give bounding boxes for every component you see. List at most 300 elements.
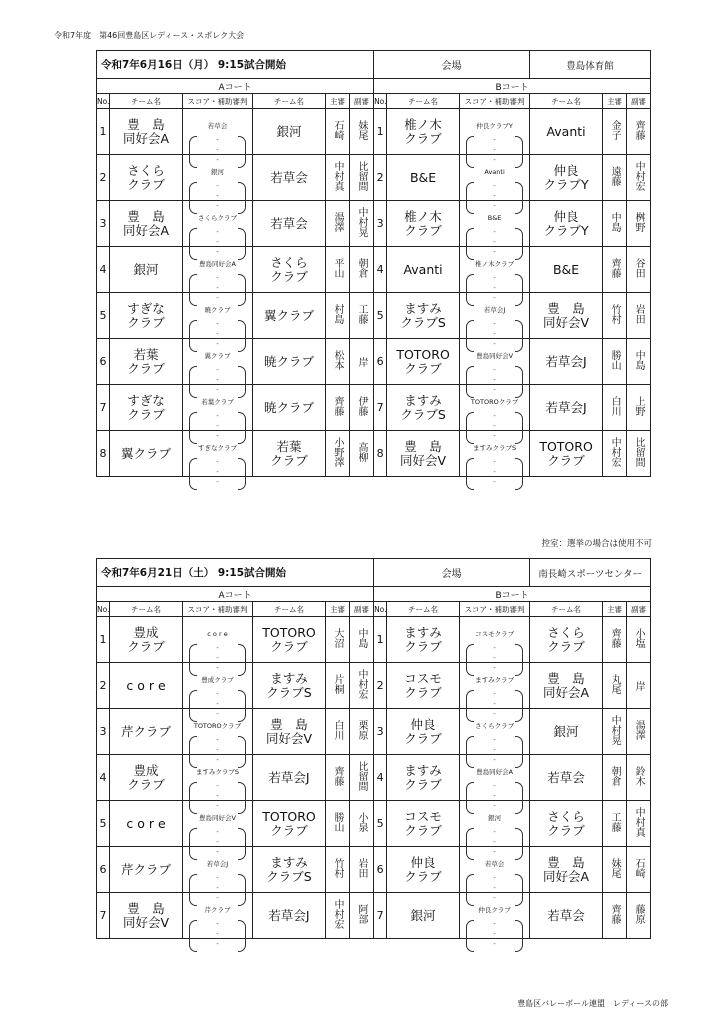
- score-dash: -: [216, 237, 219, 246]
- score-cell[interactable]: [183, 709, 253, 764]
- assistant-referee: さくらクラブ: [475, 721, 515, 730]
- chief-umpire-cell: [603, 847, 627, 893]
- chief-umpire-cell: [603, 339, 627, 385]
- match-row: [97, 801, 651, 847]
- vice-umpire-cell: [627, 293, 651, 339]
- team-name: さくら クラブ: [253, 247, 326, 293]
- match-number: 5: [97, 801, 110, 847]
- chief-umpire-cell: [326, 847, 350, 893]
- vice-umpire-cell: [627, 847, 651, 893]
- match-number: 6: [374, 339, 387, 385]
- score-dash: -: [216, 873, 219, 882]
- team-name: さくら クラブ: [530, 801, 603, 847]
- score-cell[interactable]: [460, 247, 530, 302]
- chief-umpire-cell: [603, 247, 627, 293]
- match-number: 5: [374, 801, 387, 847]
- match-row: [97, 109, 651, 155]
- score-cell[interactable]: [183, 247, 253, 302]
- score-dash: -: [216, 385, 219, 394]
- score-dash: -: [216, 689, 219, 698]
- assistant-referee: 暁クラブ: [204, 305, 231, 314]
- score-dash: -: [493, 781, 496, 790]
- score-dash: -: [493, 801, 496, 810]
- score-cell[interactable]: [183, 617, 253, 672]
- score-dash: -: [493, 709, 496, 718]
- score-dash: -: [216, 477, 219, 486]
- chief-umpire: 遠藤: [609, 165, 621, 186]
- chief-umpire: 齊藤: [332, 765, 343, 786]
- score-dashes: [460, 919, 529, 949]
- match-number: 7: [97, 385, 110, 431]
- vice-umpire-cell: [627, 893, 651, 939]
- chief-umpire: 白川: [332, 719, 343, 740]
- team-name: 暁クラブ: [253, 339, 326, 385]
- col-vice-a: 副審: [350, 602, 374, 617]
- match-row: [97, 663, 651, 709]
- team-name: 豊 島 同好会V: [387, 431, 460, 477]
- chief-umpire: 勝山: [332, 811, 343, 832]
- vice-umpire-cell: [627, 755, 651, 801]
- vice-umpire: 阿部: [356, 903, 368, 924]
- venue-label: 会場: [374, 559, 530, 587]
- match-number: 5: [374, 293, 387, 339]
- team-name: 仲良 クラブ: [387, 847, 460, 893]
- chief-umpire-cell: [603, 755, 627, 801]
- vice-umpire: 中村晃: [356, 206, 368, 237]
- assistant-referee: 仲良クラブY: [476, 121, 513, 130]
- vice-umpire-cell: [350, 617, 374, 663]
- vice-umpire: 中村宏: [633, 160, 645, 191]
- team-name: 椎ノ木 クラブ: [387, 201, 460, 247]
- assistant-referee: 若草会: [484, 859, 505, 868]
- score-dash: -: [216, 201, 219, 210]
- team-name: ますみ クラブS: [253, 663, 326, 709]
- vice-umpire-cell: [350, 201, 374, 247]
- team-name: 若草会J: [253, 893, 326, 939]
- assistant-referee: TOTOROクラブ: [193, 721, 242, 730]
- score-dash: -: [493, 155, 496, 164]
- team-name: 若草会: [530, 755, 603, 801]
- assistant-referee: ますみクラブ: [475, 675, 515, 684]
- score-dash: -: [493, 283, 496, 292]
- score-cell[interactable]: [460, 385, 530, 440]
- col-no-b: No.: [374, 94, 387, 109]
- score-cell[interactable]: [460, 339, 530, 394]
- vice-umpire: 湯澤: [633, 719, 645, 740]
- chief-umpire-cell: [326, 893, 350, 939]
- team-name: ますみ クラブ: [387, 755, 460, 801]
- match-number: 3: [97, 201, 110, 247]
- vice-umpire: 伊藤: [356, 395, 368, 416]
- score-dash: -: [216, 135, 219, 144]
- team-name: 若草会: [253, 201, 326, 247]
- score-dashes: [183, 457, 252, 487]
- team-name: 芹クラブ: [110, 709, 183, 755]
- chief-umpire: 片桐: [332, 673, 343, 694]
- score-dash: -: [216, 457, 219, 466]
- score-dash: -: [216, 227, 219, 236]
- chief-umpire-cell: [326, 663, 350, 709]
- score-dash: -: [493, 929, 496, 938]
- score-dash: -: [216, 329, 219, 338]
- match-row: [97, 893, 651, 939]
- match-number: 1: [374, 109, 387, 155]
- score-dash: -: [493, 135, 496, 144]
- assistant-referee: コスモクラブ: [475, 629, 515, 638]
- chief-umpire-cell: [603, 709, 627, 755]
- chief-umpire: 中村真: [332, 160, 343, 191]
- court-row: [97, 587, 651, 602]
- col-chief-a: 主審: [326, 602, 350, 617]
- score-cell[interactable]: [183, 385, 253, 440]
- score-dash: -: [493, 273, 496, 282]
- score-dash: -: [493, 181, 496, 190]
- match-number: 5: [97, 293, 110, 339]
- score-dash: -: [216, 181, 219, 190]
- score-cell[interactable]: [183, 109, 253, 164]
- team-name: c o r e: [110, 801, 183, 847]
- col-team2-a: チーム名: [253, 94, 326, 109]
- score-cell[interactable]: [183, 293, 253, 348]
- team-name: 豊 島 同好会V: [253, 709, 326, 755]
- chief-umpire-cell: [603, 431, 627, 477]
- score-dash: -: [493, 477, 496, 486]
- date-title: 令和7年6月16日（月） 9:15試合開始: [97, 51, 374, 79]
- match-row: [97, 339, 651, 385]
- vice-umpire-cell: [350, 801, 374, 847]
- score-dash: -: [493, 319, 496, 328]
- vice-umpire-cell: [627, 617, 651, 663]
- chief-umpire: 平山: [332, 257, 343, 278]
- vice-umpire: 齊藤: [633, 119, 645, 140]
- vice-umpire: 高柳: [356, 441, 368, 462]
- vice-umpire-cell: [627, 385, 651, 431]
- team-name: 豊 島 同好会V: [110, 893, 183, 939]
- chief-umpire: 齊藤: [609, 627, 621, 648]
- team-name: ますみ クラブS: [387, 385, 460, 431]
- team-name: 若草会J: [530, 339, 603, 385]
- score-cell[interactable]: [183, 755, 253, 810]
- match-row: [97, 155, 651, 201]
- score-dash: -: [216, 837, 219, 846]
- assistant-referee: すぎなクラブ: [198, 443, 237, 452]
- assistant-referee: TOTOROクラブ: [470, 397, 519, 406]
- vice-umpire-cell: [350, 109, 374, 155]
- score-cell[interactable]: [460, 155, 530, 210]
- col-vice-a: 副審: [350, 94, 374, 109]
- team-name: Avanti: [530, 109, 603, 155]
- vice-umpire-cell: [350, 893, 374, 939]
- waiting-room-note: 控室：選挙の場合は使用不可: [541, 539, 652, 549]
- team-name: 仲良 クラブ: [387, 709, 460, 755]
- team-name: 豊 島 同好会A: [110, 109, 183, 155]
- assistant-referee: 銀河: [488, 813, 502, 822]
- score-cell[interactable]: [183, 801, 253, 856]
- match-number: 4: [97, 755, 110, 801]
- vice-umpire-cell: [627, 155, 651, 201]
- column-header-row: [97, 94, 651, 109]
- score-dash: -: [493, 329, 496, 338]
- chief-umpire: 白川: [609, 395, 621, 416]
- team-name: 若葉 クラブ: [253, 431, 326, 477]
- team-name: 芹クラブ: [110, 847, 183, 893]
- chief-umpire: 工藤: [609, 811, 621, 832]
- chief-umpire: 大沼: [332, 627, 343, 648]
- chief-umpire-cell: [603, 109, 627, 155]
- match-row: [97, 755, 651, 801]
- chief-umpire: 中村晃: [609, 714, 621, 745]
- team-name: 銀河: [253, 109, 326, 155]
- chief-umpire: 勝山: [609, 349, 621, 370]
- vice-umpire: 上野: [633, 395, 645, 416]
- col-chief-b: 主審: [603, 94, 627, 109]
- score-dash: -: [493, 827, 496, 836]
- col-team1-b: チーム名: [387, 602, 460, 617]
- score-cell[interactable]: [460, 109, 530, 164]
- score-dash: -: [493, 663, 496, 672]
- score-dash: -: [216, 699, 219, 708]
- team-name: B&E: [530, 247, 603, 293]
- score-dash: -: [216, 283, 219, 292]
- score-dash: -: [216, 801, 219, 810]
- team-name: 仲良 クラブY: [530, 201, 603, 247]
- score-dash: -: [216, 893, 219, 902]
- score-dash: -: [216, 663, 219, 672]
- match-number: 3: [374, 201, 387, 247]
- match-number: 1: [374, 617, 387, 663]
- chief-umpire-cell: [326, 431, 350, 477]
- chief-umpire-cell: [603, 801, 627, 847]
- team-name: TOTORO クラブ: [253, 617, 326, 663]
- score-dash: -: [216, 375, 219, 384]
- score-cell[interactable]: [460, 293, 530, 348]
- match-number: 6: [97, 339, 110, 385]
- vice-umpire: 岸: [633, 681, 645, 691]
- assistant-referee: ますみクラブS: [195, 767, 240, 776]
- match-row: [97, 247, 651, 293]
- col-team1-b: チーム名: [387, 94, 460, 109]
- match-number: 2: [374, 663, 387, 709]
- vice-umpire-cell: [350, 663, 374, 709]
- score-dash: -: [493, 411, 496, 420]
- score-dash: -: [493, 247, 496, 256]
- score-dash: -: [493, 467, 496, 476]
- vice-umpire: 栗原: [356, 719, 368, 740]
- match-row: [97, 847, 651, 893]
- score-dash: -: [493, 755, 496, 764]
- chief-umpire-cell: [326, 109, 350, 155]
- assistant-referee: Avanti: [484, 167, 505, 176]
- score-dash: -: [493, 421, 496, 430]
- assistant-referee: ますみクラブS: [472, 443, 517, 452]
- score-dash: -: [493, 939, 496, 948]
- score-cell[interactable]: [183, 663, 253, 718]
- match-row: [97, 201, 651, 247]
- match-row: [97, 293, 651, 339]
- match-number: 4: [97, 247, 110, 293]
- chief-umpire: 竹村: [332, 857, 343, 878]
- score-cell[interactable]: [183, 339, 253, 394]
- score-dash: -: [493, 735, 496, 744]
- score-cell[interactable]: [460, 617, 530, 672]
- score-dash: -: [216, 919, 219, 928]
- score-dash: -: [216, 191, 219, 200]
- score-cell[interactable]: [460, 801, 530, 856]
- match-number: 2: [97, 155, 110, 201]
- match-number: 8: [97, 431, 110, 477]
- match-row: [97, 431, 651, 477]
- assistant-referee: c o r e: [207, 629, 228, 638]
- col-team2-b: チーム名: [530, 94, 603, 109]
- score-cell[interactable]: [460, 847, 530, 902]
- match-row: [97, 709, 651, 755]
- vice-umpire: 小泉: [356, 811, 368, 832]
- team-name: 豊 島 同好会V: [530, 293, 603, 339]
- score-dash: -: [216, 939, 219, 948]
- chief-umpire-cell: [326, 617, 350, 663]
- match-number: 7: [97, 893, 110, 939]
- col-no-a: No.: [97, 94, 110, 109]
- score-dash: -: [216, 421, 219, 430]
- chief-umpire-cell: [603, 385, 627, 431]
- team-name: 椎ノ木 クラブ: [387, 109, 460, 155]
- score-cell[interactable]: [183, 201, 253, 256]
- score-dash: -: [493, 791, 496, 800]
- schedule-table-day2: [96, 558, 651, 948]
- assistant-referee: 若葉クラブ: [201, 397, 234, 406]
- chief-umpire: 村島: [332, 303, 343, 324]
- vice-umpire: 岸: [356, 357, 368, 367]
- chief-umpire-cell: [326, 155, 350, 201]
- col-no-b: No.: [374, 602, 387, 617]
- vice-umpire: 工藤: [356, 303, 368, 324]
- schedule-table-day1: [96, 50, 651, 486]
- team-name: 翼クラブ: [110, 431, 183, 477]
- document-footer: 豊島区バレーボール連盟 レディースの部: [517, 999, 668, 1008]
- score-cell[interactable]: [460, 893, 530, 948]
- vice-umpire-cell: [350, 431, 374, 477]
- vice-umpire-cell: [350, 155, 374, 201]
- vice-umpire-cell: [627, 109, 651, 155]
- chief-umpire-cell: [326, 385, 350, 431]
- team-name: 銀河: [110, 247, 183, 293]
- score-cell[interactable]: [183, 847, 253, 902]
- score-cell[interactable]: [183, 893, 253, 948]
- match-number: 8: [374, 431, 387, 477]
- col-vice-b: 副審: [627, 94, 651, 109]
- team-name: 若草会: [253, 155, 326, 201]
- vice-umpire-cell: [350, 247, 374, 293]
- team-name: 豊 島 同好会A: [530, 847, 603, 893]
- score-dash: -: [493, 689, 496, 698]
- chief-umpire: 朝倉: [609, 765, 621, 786]
- team-name: 豊成 クラブ: [110, 617, 183, 663]
- team-name: 豊 島 同好会A: [110, 201, 183, 247]
- score-dash: -: [493, 893, 496, 902]
- vice-umpire: 比留間: [356, 160, 368, 191]
- score-dash: -: [493, 745, 496, 754]
- team-name: 若葉 クラブ: [110, 339, 183, 385]
- court-b-label: Bコート: [374, 79, 651, 94]
- team-name: 仲良 クラブY: [530, 155, 603, 201]
- vice-umpire-cell: [350, 293, 374, 339]
- score-cell[interactable]: [460, 431, 530, 486]
- col-chief-a: 主審: [326, 94, 350, 109]
- vice-umpire-cell: [350, 385, 374, 431]
- chief-umpire-cell: [326, 801, 350, 847]
- match-number: 7: [374, 385, 387, 431]
- score-dash: -: [493, 457, 496, 466]
- vice-umpire: 中島: [356, 627, 368, 648]
- chief-umpire: 中村宏: [609, 436, 621, 467]
- team-name: コスモ クラブ: [387, 663, 460, 709]
- team-name: 暁クラブ: [253, 385, 326, 431]
- team-name: 若草会J: [530, 385, 603, 431]
- vice-umpire-cell: [350, 847, 374, 893]
- chief-umpire: 松本: [332, 349, 343, 370]
- team-name: 豊成 クラブ: [110, 755, 183, 801]
- match-row: [97, 385, 651, 431]
- score-dash: -: [216, 247, 219, 256]
- score-dash: -: [493, 883, 496, 892]
- assistant-referee: さくらクラブ: [198, 213, 237, 222]
- score-cell[interactable]: [183, 431, 253, 486]
- match-number: 4: [374, 755, 387, 801]
- vice-umpire-cell: [627, 201, 651, 247]
- score-dash: -: [216, 735, 219, 744]
- col-team1-a: チーム名: [110, 602, 183, 617]
- score-dash: -: [493, 237, 496, 246]
- chief-umpire: 湯澤: [332, 211, 343, 232]
- venue-name: 南長崎スポーツセンター: [530, 559, 651, 587]
- score-cell[interactable]: [460, 663, 530, 718]
- chief-umpire-cell: [603, 617, 627, 663]
- col-team2-a: チーム名: [253, 602, 326, 617]
- team-name: 翼クラブ: [253, 293, 326, 339]
- match-row: [97, 617, 651, 663]
- col-no-a: No.: [97, 602, 110, 617]
- score-dash: -: [216, 365, 219, 374]
- chief-umpire-cell: [603, 663, 627, 709]
- score-dash: -: [216, 745, 219, 754]
- assistant-referee: 若草会: [207, 121, 228, 130]
- score-dash: -: [216, 145, 219, 154]
- score-dash: -: [216, 339, 219, 348]
- score-dash: -: [216, 653, 219, 662]
- score-cell[interactable]: [460, 201, 530, 256]
- title-row: [97, 559, 651, 587]
- chief-umpire: 竹村: [609, 303, 621, 324]
- vice-umpire: 朝倉: [356, 257, 368, 278]
- team-name: ますみ クラブS: [253, 847, 326, 893]
- score-dash: -: [493, 375, 496, 384]
- score-cell[interactable]: [460, 755, 530, 810]
- vice-umpire: 中島: [633, 349, 645, 370]
- assistant-referee: 芹クラブ: [204, 905, 231, 914]
- vice-umpire-cell: [627, 339, 651, 385]
- score-dash: -: [216, 411, 219, 420]
- score-cell[interactable]: [460, 709, 530, 764]
- assistant-referee: 豊島同好会A: [199, 259, 236, 268]
- team-name: 銀河: [530, 709, 603, 755]
- score-cell[interactable]: [183, 155, 253, 210]
- vice-umpire-cell: [350, 709, 374, 755]
- date-title: 令和7年6月21日（土） 9:15試合開始: [97, 559, 374, 587]
- col-team2-b: チーム名: [530, 602, 603, 617]
- score-dash: -: [216, 883, 219, 892]
- score-dash: -: [493, 873, 496, 882]
- col-score-a: スコア・補助審判: [183, 602, 253, 617]
